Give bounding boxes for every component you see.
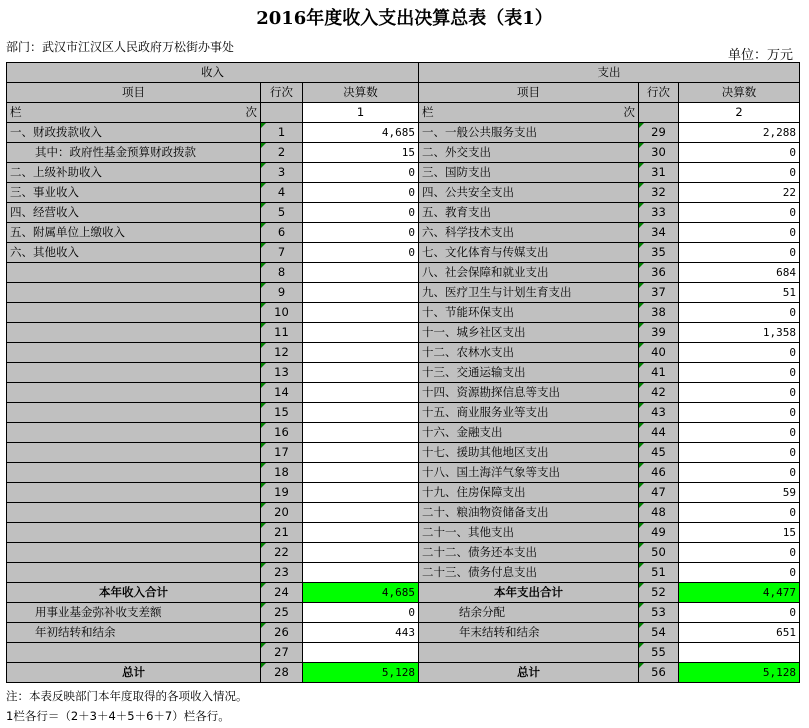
income-item xyxy=(7,443,261,463)
income-item xyxy=(7,303,261,323)
income-item xyxy=(7,643,261,663)
expense-item: 十五、商业服务业等支出 xyxy=(419,403,639,423)
expense-amount: 22 xyxy=(679,183,800,203)
section-header-row xyxy=(7,63,800,83)
expense-row-no: 51 xyxy=(639,563,679,583)
expense-row-no: 42 xyxy=(639,383,679,403)
income-item: 其中：政府性基金预算财政拨款 xyxy=(7,143,261,163)
income-amount xyxy=(303,423,419,443)
expense-row-no: 45 xyxy=(639,443,679,463)
expense-item: 五、教育支出 xyxy=(419,203,639,223)
expense-row-no: 35 xyxy=(639,243,679,263)
page-title: 2016年度收入支出决算总表（表1） xyxy=(256,8,553,29)
data-row xyxy=(7,163,800,183)
expense-amount: 684 xyxy=(679,263,800,283)
expense-amount: 0 xyxy=(679,203,800,223)
income-amount xyxy=(303,323,419,343)
expense-item: 十三、交通运输支出 xyxy=(419,363,639,383)
expense-item: 二十二、债务还本支出 xyxy=(419,543,639,563)
data-row xyxy=(7,243,800,263)
data-row xyxy=(7,543,800,563)
income-row-no: 16 xyxy=(261,423,303,443)
note-line-2: 1栏各行＝（2＋3＋4＋5＋6＋7）栏各行。 xyxy=(6,709,230,723)
income-row-no: 25 xyxy=(261,603,303,623)
expense-row-no: 39 xyxy=(639,323,679,343)
income-amount: 4,685 xyxy=(303,583,419,603)
expense-amount: 0 xyxy=(679,363,800,383)
income-item xyxy=(7,463,261,483)
expense-row-no: 46 xyxy=(639,463,679,483)
income-row-no: 1 xyxy=(261,123,303,143)
income-amount xyxy=(303,523,419,543)
income-amount xyxy=(303,503,419,523)
expense-amount: 0 xyxy=(679,343,800,363)
income-item-header: 项目 xyxy=(7,83,261,103)
income-row-no: 14 xyxy=(261,383,303,403)
data-row xyxy=(7,143,800,163)
data-row xyxy=(7,463,800,483)
expense-item: 本年支出合计 xyxy=(419,583,639,603)
expense-lanci-cell xyxy=(419,103,639,123)
income-amount xyxy=(303,283,419,303)
data-row xyxy=(7,383,800,403)
expense-row-no: 43 xyxy=(639,403,679,423)
expense-row-no: 53 xyxy=(639,603,679,623)
expense-amount: 0 xyxy=(679,543,800,563)
expense-item: 八、社会保障和就业支出 xyxy=(419,263,639,283)
expense-item: 结余分配 xyxy=(419,603,639,623)
expense-row-no: 55 xyxy=(639,643,679,663)
income-row-no: 24 xyxy=(261,583,303,603)
expense-amount-header: 决算数 xyxy=(679,83,800,103)
expense-rowno-header: 行次 xyxy=(639,83,679,103)
expense-item: 二十三、债务付息支出 xyxy=(419,563,639,583)
income-item: 三、事业收入 xyxy=(7,183,261,203)
expense-item: 二、外交支出 xyxy=(419,143,639,163)
expense-amount: 1,358 xyxy=(679,323,800,343)
expense-row-no: 36 xyxy=(639,263,679,283)
unit-label: 单位：万元 xyxy=(727,48,793,63)
expense-amount: 0 xyxy=(679,223,800,243)
income-item xyxy=(7,343,261,363)
data-row xyxy=(7,503,800,523)
income-row-no: 3 xyxy=(261,163,303,183)
expense-row-no: 29 xyxy=(639,123,679,143)
income-row-no: 28 xyxy=(261,663,303,683)
extra-row xyxy=(7,623,800,643)
data-row xyxy=(7,343,800,363)
income-amount xyxy=(303,443,419,463)
lan-label: 栏 xyxy=(422,105,434,119)
expense-item: 十四、资源勘探信息等支出 xyxy=(419,383,639,403)
expense-row-no: 47 xyxy=(639,483,679,503)
subtotal-row xyxy=(7,583,800,603)
expense-row-no: 48 xyxy=(639,503,679,523)
income-row-no: 12 xyxy=(261,343,303,363)
expense-row-no: 30 xyxy=(639,143,679,163)
expense-item: 六、科学技术支出 xyxy=(419,223,639,243)
income-row-no: 11 xyxy=(261,323,303,343)
ci-label: 次 xyxy=(245,105,257,119)
expense-row-no: 32 xyxy=(639,183,679,203)
expense-item: 总计 xyxy=(419,663,639,683)
income-row-no: 8 xyxy=(261,263,303,283)
income-item: 一、财政拨款收入 xyxy=(7,123,261,143)
data-row xyxy=(7,223,800,243)
income-amount: 0 xyxy=(303,183,419,203)
expense-amount: 15 xyxy=(679,523,800,543)
expense-row-no: 41 xyxy=(639,363,679,383)
income-amount: 0 xyxy=(303,243,419,263)
expense-amount: 0 xyxy=(679,503,800,523)
income-row-no: 6 xyxy=(261,223,303,243)
income-row-no: 19 xyxy=(261,483,303,503)
income-item xyxy=(7,543,261,563)
column-header-row xyxy=(7,83,800,103)
data-row xyxy=(7,363,800,383)
expense-item: 十二、农林水支出 xyxy=(419,343,639,363)
expense-item: 三、国防支出 xyxy=(419,163,639,183)
ci-label: 次 xyxy=(623,105,635,119)
expense-index-blank xyxy=(639,103,679,123)
expense-amount: 0 xyxy=(679,403,800,423)
income-item: 四、经营收入 xyxy=(7,203,261,223)
expense-item: 年末结转和结余 xyxy=(419,623,639,643)
budget-table xyxy=(6,62,800,683)
col2-index: 2 xyxy=(679,103,800,123)
expense-item: 四、公共安全支出 xyxy=(419,183,639,203)
income-amount xyxy=(303,643,419,663)
expense-amount: 651 xyxy=(679,623,800,643)
income-row-no: 7 xyxy=(261,243,303,263)
data-row xyxy=(7,523,800,543)
income-amount: 443 xyxy=(303,623,419,643)
expense-amount xyxy=(679,643,800,663)
income-item xyxy=(7,383,261,403)
expense-amount: 0 xyxy=(679,443,800,463)
income-amount xyxy=(303,343,419,363)
income-header: 收入 xyxy=(7,63,419,83)
income-amount: 0 xyxy=(303,163,419,183)
expense-amount: 5,128 xyxy=(679,663,800,683)
expense-amount: 0 xyxy=(679,303,800,323)
expense-amount: 0 xyxy=(679,463,800,483)
income-row-no: 20 xyxy=(261,503,303,523)
expense-row-no: 40 xyxy=(639,343,679,363)
income-item: 用事业基金弥补收支差额 xyxy=(7,603,261,623)
income-row-no: 18 xyxy=(261,463,303,483)
expense-amount: 0 xyxy=(679,243,800,263)
income-item xyxy=(7,523,261,543)
income-row-no: 9 xyxy=(261,283,303,303)
income-amount: 4,685 xyxy=(303,123,419,143)
expense-item: 十、节能环保支出 xyxy=(419,303,639,323)
note-line-1: 注：本表反映部门本年度取得的各项收入情况。 xyxy=(6,689,248,703)
income-amount: 0 xyxy=(303,603,419,623)
income-amount xyxy=(303,383,419,403)
income-amount xyxy=(303,363,419,383)
income-item xyxy=(7,423,261,443)
lan-label: 栏 xyxy=(10,105,22,119)
expense-row-no: 38 xyxy=(639,303,679,323)
income-item xyxy=(7,263,261,283)
income-row-no: 23 xyxy=(261,563,303,583)
expense-item: 七、文化体育与传媒支出 xyxy=(419,243,639,263)
income-amount: 0 xyxy=(303,223,419,243)
income-row-no: 17 xyxy=(261,443,303,463)
income-row-no: 21 xyxy=(261,523,303,543)
income-rowno-header: 行次 xyxy=(261,83,303,103)
income-item: 总计 xyxy=(7,663,261,683)
expense-row-no: 31 xyxy=(639,163,679,183)
data-row xyxy=(7,483,800,503)
income-amount: 15 xyxy=(303,143,419,163)
income-item: 本年收入合计 xyxy=(7,583,261,603)
income-amount xyxy=(303,483,419,503)
expense-item: 十一、城乡社区支出 xyxy=(419,323,639,343)
expense-item: 二十、粮油物资储备支出 xyxy=(419,503,639,523)
data-row xyxy=(7,283,800,303)
expense-item: 十七、援助其他地区支出 xyxy=(419,443,639,463)
income-amount xyxy=(303,403,419,423)
expense-amount: 0 xyxy=(679,163,800,183)
expense-item: 一、一般公共服务支出 xyxy=(419,123,639,143)
data-row xyxy=(7,443,800,463)
income-amount-header: 决算数 xyxy=(303,83,419,103)
extra-row xyxy=(7,603,800,623)
income-item xyxy=(7,323,261,343)
income-amount xyxy=(303,563,419,583)
income-item xyxy=(7,363,261,383)
income-amount: 0 xyxy=(303,203,419,223)
expense-amount: 59 xyxy=(679,483,800,503)
expense-row-no: 34 xyxy=(639,223,679,243)
expense-row-no: 37 xyxy=(639,283,679,303)
income-item: 六、其他收入 xyxy=(7,243,261,263)
income-row-no: 26 xyxy=(261,623,303,643)
expense-row-no: 44 xyxy=(639,423,679,443)
data-row xyxy=(7,423,800,443)
income-item: 五、附属单位上缴收入 xyxy=(7,223,261,243)
expense-item-header: 项目 xyxy=(419,83,639,103)
column-index-row xyxy=(7,103,800,123)
income-amount xyxy=(303,543,419,563)
expense-amount: 0 xyxy=(679,143,800,163)
expense-row-no: 54 xyxy=(639,623,679,643)
income-row-no: 10 xyxy=(261,303,303,323)
notes xyxy=(6,686,248,726)
expense-amount: 2,288 xyxy=(679,123,800,143)
expense-amount: 0 xyxy=(679,603,800,623)
extra-row xyxy=(7,643,800,663)
income-amount xyxy=(303,303,419,323)
income-item xyxy=(7,283,261,303)
expense-header: 支出 xyxy=(419,63,800,83)
income-amount xyxy=(303,263,419,283)
income-item: 年初结转和结余 xyxy=(7,623,261,643)
expense-item xyxy=(419,643,639,663)
data-row xyxy=(7,403,800,423)
expense-amount: 0 xyxy=(679,383,800,403)
income-row-no: 2 xyxy=(261,143,303,163)
income-row-no: 5 xyxy=(261,203,303,223)
expense-item: 九、医疗卫生与计划生育支出 xyxy=(419,283,639,303)
expense-item: 十八、国土海洋气象等支出 xyxy=(419,463,639,483)
data-row xyxy=(7,183,800,203)
income-row-no: 13 xyxy=(261,363,303,383)
income-item: 二、上级补助收入 xyxy=(7,163,261,183)
data-row xyxy=(7,263,800,283)
income-lanci-cell xyxy=(7,103,261,123)
data-row xyxy=(7,123,800,143)
income-item xyxy=(7,483,261,503)
expense-row-no: 33 xyxy=(639,203,679,223)
expense-row-no: 49 xyxy=(639,523,679,543)
expense-row-no: 56 xyxy=(639,663,679,683)
income-row-no: 15 xyxy=(261,403,303,423)
income-index-blank xyxy=(261,103,303,123)
col1-index: 1 xyxy=(303,103,419,123)
data-row xyxy=(7,323,800,343)
expense-item: 十六、金融支出 xyxy=(419,423,639,443)
expense-amount: 0 xyxy=(679,423,800,443)
income-item xyxy=(7,503,261,523)
income-row-no: 22 xyxy=(261,543,303,563)
income-row-no: 4 xyxy=(261,183,303,203)
department-label: 部门：武汉市江汉区人民政府万松街办事处 xyxy=(6,40,235,54)
income-amount: 5,128 xyxy=(303,663,419,683)
data-row xyxy=(7,563,800,583)
expense-amount: 0 xyxy=(679,563,800,583)
expense-row-no: 50 xyxy=(639,543,679,563)
income-item xyxy=(7,563,261,583)
expense-row-no: 52 xyxy=(639,583,679,603)
income-amount xyxy=(303,463,419,483)
data-row xyxy=(7,203,800,223)
income-row-no: 27 xyxy=(261,643,303,663)
expense-amount: 51 xyxy=(679,283,800,303)
data-row xyxy=(7,303,800,323)
total-row xyxy=(7,663,800,683)
expense-item: 十九、住房保障支出 xyxy=(419,483,639,503)
income-item xyxy=(7,403,261,423)
expense-item: 二十一、其他支出 xyxy=(419,523,639,543)
expense-amount: 4,477 xyxy=(679,583,800,603)
